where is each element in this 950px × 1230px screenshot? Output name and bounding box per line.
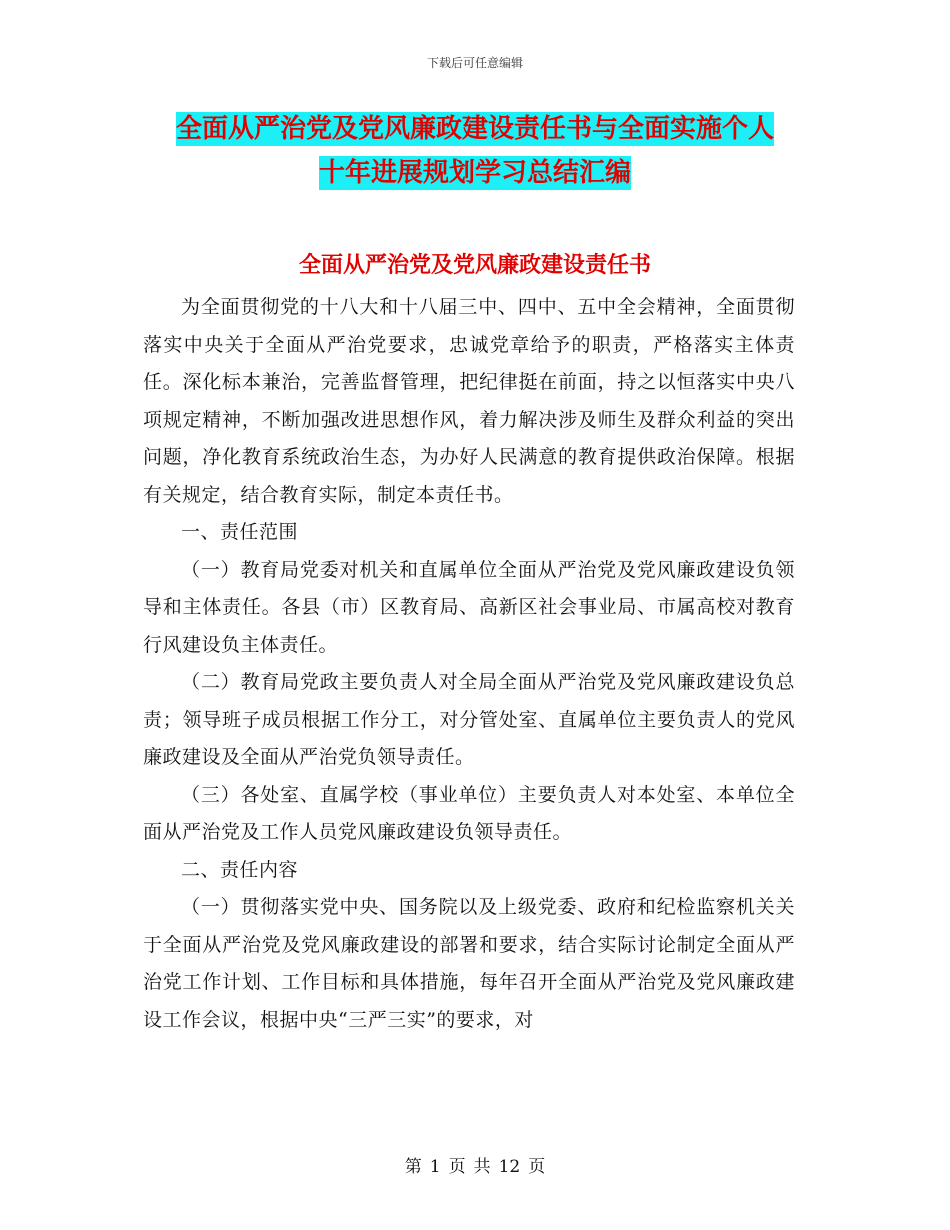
document-title-line-1-text: 全面从严治党及党风廉政建设责任书与全面实施个人: [175, 114, 774, 144]
total-pages: 12: [498, 1157, 521, 1177]
paragraph: （二）教育局党政主要负责人对全局全面从严治党及党风廉政建设负总责；领导班子成员根据工作分工，对分管处室、直属单位主要负责人的党风廉政建设及全面从严治党负领导责任。: [143, 671, 795, 768]
paragraph: 一、责任范围: [181, 521, 299, 543]
footer-total-unit: 页: [528, 1157, 546, 1177]
header-note: 下载后可任意编辑: [426, 56, 523, 70]
document-title-line-2-text: 十年进展规划学习总结汇编: [318, 158, 631, 188]
document-title-line-2: [0, 158, 950, 188]
page-footer: [0, 1152, 950, 1177]
footer-prefix: 第: [404, 1157, 422, 1177]
section-title: 全面从严治党及党风廉政建设责任书: [298, 253, 651, 278]
document-body: [143, 289, 795, 1039]
document-title-line-1: [0, 114, 950, 144]
paragraph: （一）教育局党委对机关和直属单位全面从严治党及党风廉政建设负领导和主体责任。各县（市）区教育局、高新区社会事业局、市属高校对教育行风建设负主体责任。: [143, 558, 795, 656]
footer-total-prefix: 共: [473, 1157, 491, 1177]
paragraph: 为全面贯彻党的十八大和十八届三中、四中、五中全会精神，全面贯彻落实中央关于全面从严治党要求，忠诚党章给予的职责，严格落实主体责任。深化标本兼治，完善监督管理，把纪律挺在前面，持之以恒落实中央八项规定精神，不断加强改进思想作风，着力解决涉及师生及群众利益的突出问题，净化教育系统政治生态，为办好人民满意的教育提供政治保障。根据有关规定，结合教育实际，制定本责任书。: [143, 296, 795, 506]
page-number: 1: [429, 1157, 441, 1177]
paragraph: （三）各处室、直属学校（事业单位）主要负责人对本处室、本单位全面从严治党及工作人员党风廉政建设负领导责任。: [143, 783, 795, 843]
paragraph: 二、责任内容: [181, 858, 299, 881]
footer-page-unit: 页: [448, 1157, 466, 1177]
paragraph: （一）贯彻落实党中央、国务院以及上级党委、政府和纪检监察机关关于全面从严治党及党风廉政建设的部署和要求，结合实际讨论制定全面从严治党工作计划、工作目标和具体措施，每年召开全面从严治党及党风廉政建设工作会议，根据中央“三严三实”的要求，对: [143, 896, 795, 1031]
